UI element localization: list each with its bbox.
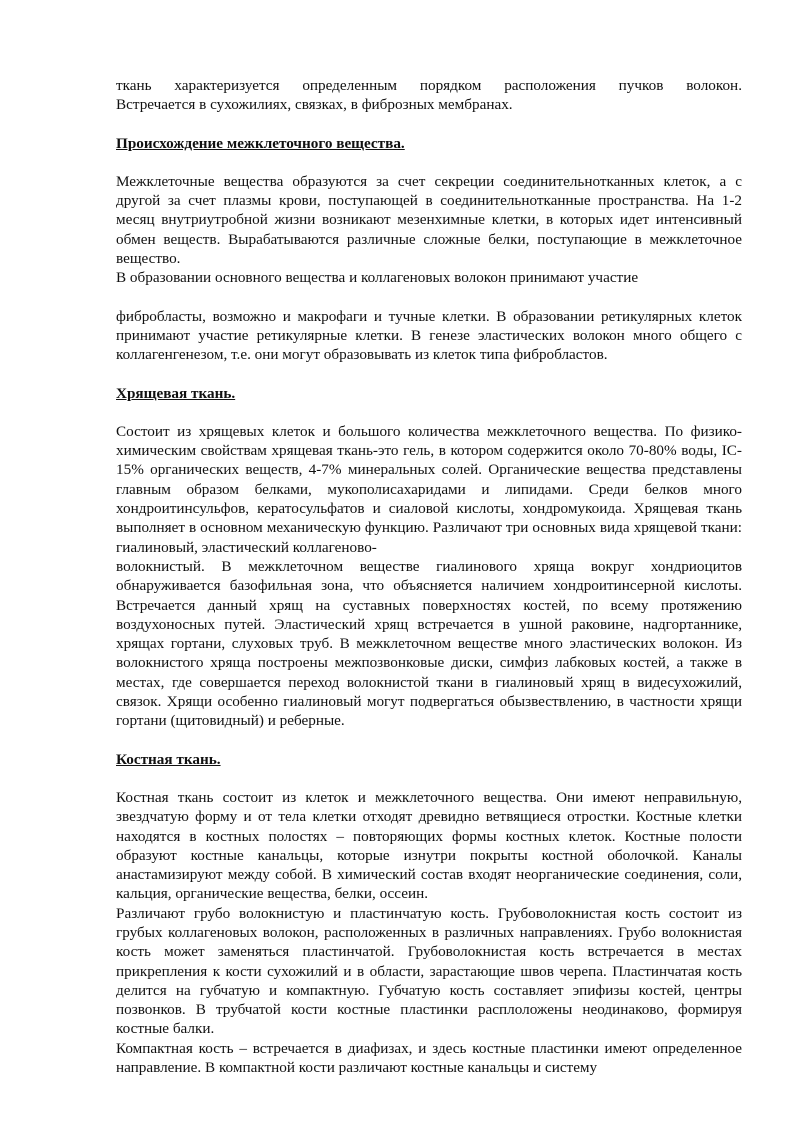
heading-intercellular-origin: Происхождение межклеточного вещества. <box>116 134 405 152</box>
paragraph-intro-line: ткань характеризуется определенным порядком расположения пучков волокон. <box>116 77 742 94</box>
paragraph-cartilage-composition: Состоит из хрящевых клеток и большого количества межклеточного вещества. По физико-химическим свойствам хрящевая ткань-это гель, в котором содержится около 70-80% воды, IC-15% органических веществ, 4-7% минеральных солей. Органические вещества представлены главным образом белками, мукополисахаридами и липидами. Среди белков много хондроитинсульфов, кератосульфатов и сиаловой кислоты, хондромукоида. Хрящевая ткань выполняет в основном механическую функцию. Различают три основных вида хрящевой ткани: гиалиновый, эластический коллагеново- <box>116 422 742 556</box>
paragraph-bone-types: Различают грубо волокнистую и пластинчатую кость. Грубоволокнистая кость состоит из грубых коллагеновых волокон, расположенных в различных направлениях. Грубо волокнистая кость может заменяться пластинчатой. Грубоволокнистая кость встречается в местах прикрепления к кости сухожилий и в области, зарастающие швов черепа. Пластинчатая кость делится на губчатую и компактную. Губчатую кость составляет эпифизы костей, центры позвонков. В трубчатой кости костные пластинки расплоложены неодинаково, формируя костные балки. <box>116 904 742 1038</box>
paragraph-intercellular-participation: В образовании основного вещества и коллагеновых волокон принимают участие <box>116 269 639 287</box>
heading-bone: Костная ткань. <box>116 750 221 768</box>
heading-cartilage: Хрящевая ткань. <box>116 384 236 402</box>
paragraph-cartilage-types: волокнистый. В межклеточном веществе гиалинового хряща вокруг хондриоцитов обнаруживается базофильная зона, что объясняется наличием хондроитинсерной кислоты. Встречается данный хрящ на суставных поверхностях костей, по всему протяжению воздухоносных путей. Эластический хрящ встречается в ушной раковине, надгортаннике, хрящах гортани, слуховых труб. В межклеточном веществе много эластических волокон. Из волокнистого хряща построены межпозвонковые диски, симфиз лабковых костей, а также в местах, где совершается переход волокнистой ткани в гиалиновый хрящ в видесухожилий, связок. Хрящи особенно гиалиновый могут подвергаться обызвествлению, в частности хрящи гортани (щитовидный) и реберные. <box>116 557 742 730</box>
paragraph-intercellular-secretion: Межклеточные вещества образуются за счет секреции соединительнотканных клеток, а с другой за счет плазмы крови, поступающей в соединительнотканные пространства. На 1-2 месяц внутриутробной жизни возникают мезенхимные клетки, в которых идет интенсивный обмен веществ. Вырабатываются различные сложные белки, поступающие в межклеточное вещество. <box>116 172 742 268</box>
paragraph-intro-location: Встречается в сухожилиях, связках, в фиброзных мембранах. <box>116 96 513 114</box>
paragraph-fibroblasts: фибробласты, возможно и макрофаги и тучные клетки. В образовании ретикулярных клеток принимают участие ретикулярные клетки. В генезе эластических волокон много общего с коллагенгенезом, т.е. они могут образовывать из клеток типа фибробластов. <box>116 307 742 364</box>
paragraph-bone-composition: Костная ткань состоит из клеток и межклеточного вещества. Они имеют неправильную, звездчатую форму и от тела клетки отходят древидно ветвящиеся отростки. Костные клетки находятся в костных полостях – повторяющих формы костных клеток. Костные полости образуют костные канальцы, которые изнутри покрыты костной оболочкой. Каналы анастамизируют между собой. В химический состав входят неорганические соединения, соли, кальция, органические вещества, белки, оссеин. <box>116 788 742 903</box>
paragraph-compact-bone: Компактная кость – встречается в диафизах, и здесь костные пластинки имеют определенное направление. В компактной кости различают костные канальцы и систему <box>116 1039 742 1077</box>
